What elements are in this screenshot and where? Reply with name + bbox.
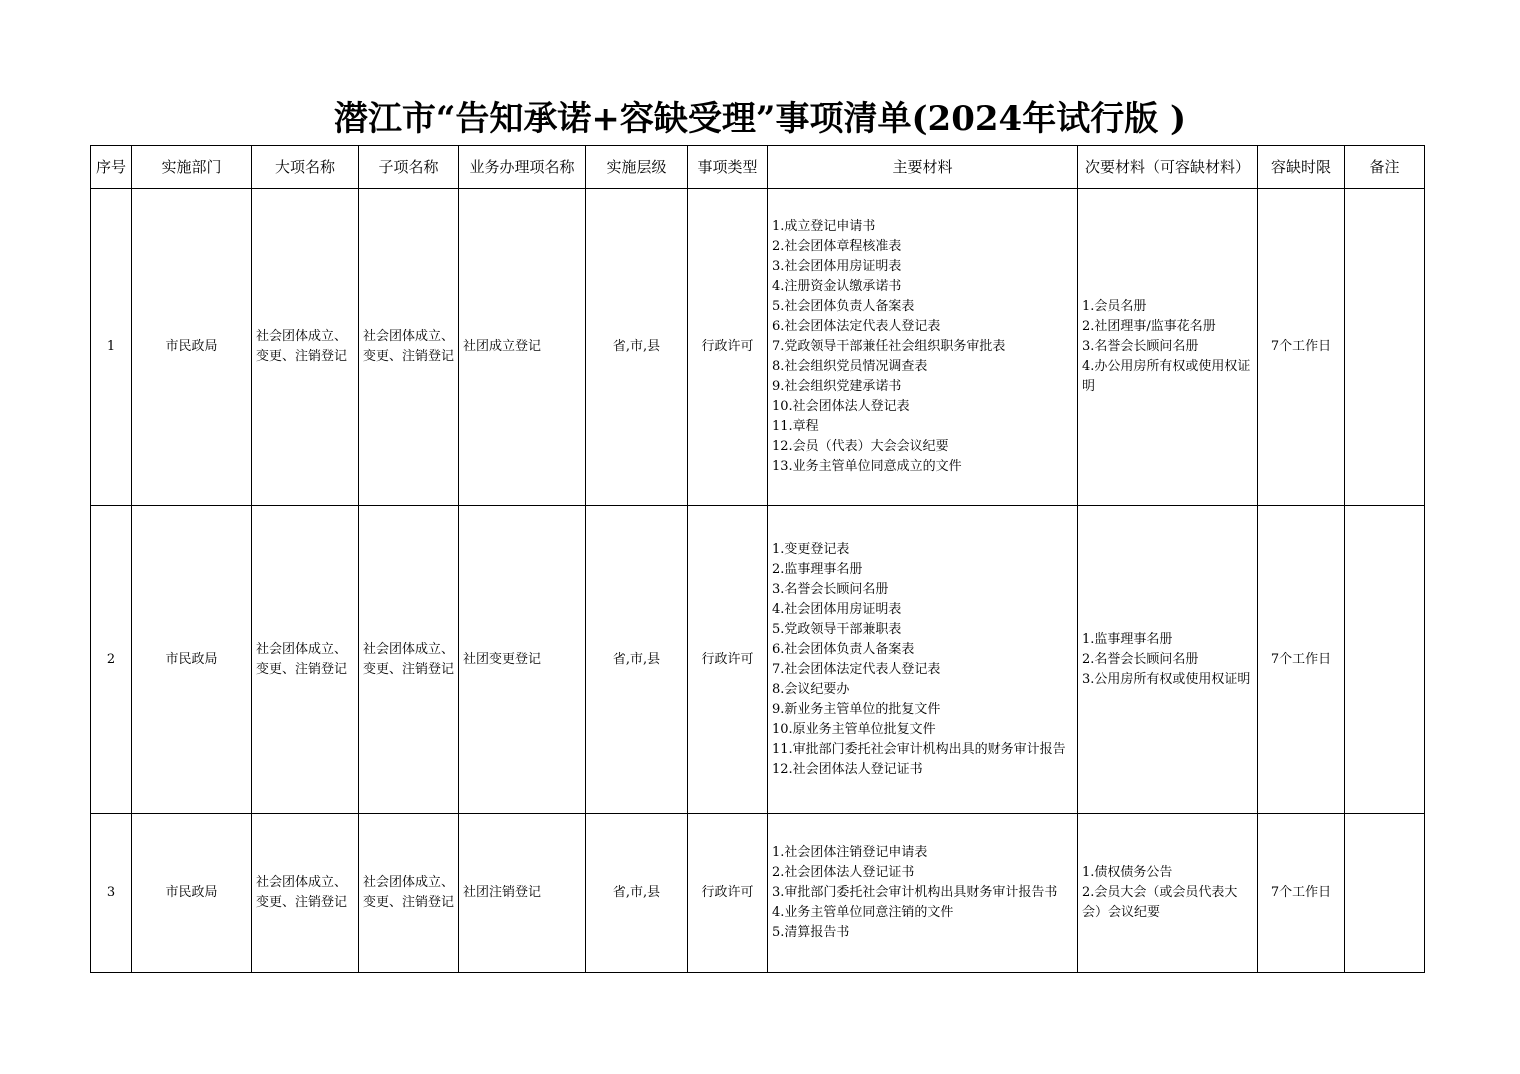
- page-title: 潜江市“告知承诺+容缺受理”事项清单(2024年试行版 ): [333, 99, 1187, 139]
- list-item: 12.社会团体法人登记证书: [772, 761, 923, 777]
- cell-time-limit: 7个工作日: [1258, 189, 1345, 506]
- header-dept: 实施部门: [132, 146, 252, 189]
- list-item: 1.成立登记申请书: [772, 219, 876, 234]
- cell-item-type: 行政许可: [688, 506, 768, 814]
- cell-time-limit: 7个工作日: [1258, 814, 1345, 973]
- list-item: 3.审批部门委托社会审计机构出具财务审计报告书: [772, 885, 1058, 900]
- cell-sub-item: 社会团体成立、变更、注销登记: [359, 506, 459, 814]
- list-item: 7.党政领导干部兼任社会组织职务审批表: [772, 339, 1006, 354]
- list-item: 2.社团理事/监事花名册: [1082, 319, 1216, 334]
- cell-level: 省,市,县: [586, 814, 688, 973]
- header-remarks: 备注: [1345, 146, 1425, 189]
- header-major-item: 大项名称: [252, 146, 359, 189]
- header-item-type: 事项类型: [688, 146, 768, 189]
- table-row: [91, 506, 1425, 814]
- cell-seq: 3: [91, 814, 132, 973]
- list-item: 3.公用房所有权或使用权证明: [1082, 671, 1251, 687]
- header-main-materials: 主要材料: [768, 146, 1078, 189]
- list-item: 12.会员（代表）大会会议纪要: [772, 439, 949, 454]
- table-body: [91, 189, 1425, 973]
- cell-major-item: 社会团体成立、变更、注销登记: [252, 506, 359, 814]
- list-item: 4.办公用房所有权或使用权证明: [1082, 359, 1251, 394]
- table-header-row: [91, 146, 1425, 189]
- header-business-item: 业务办理项名称: [459, 146, 586, 189]
- list-item: 11.审批部门委托社会审计机构出具的财务审计报告: [772, 741, 1066, 757]
- list-item: 8.社会组织党员情况调查表: [772, 359, 928, 374]
- cell-sub-item: 社会团体成立、变更、注销登记: [359, 814, 459, 973]
- cell-business-item: 社团注销登记: [459, 814, 586, 973]
- cell-sub-item: 社会团体成立、变更、注销登记: [359, 189, 459, 506]
- header-seq: 序号: [91, 146, 132, 189]
- list-item: 9.新业务主管单位的批复文件: [772, 701, 941, 717]
- cell-time-limit: 7个工作日: [1258, 506, 1345, 814]
- list-item: 1.变更登记表: [772, 541, 850, 557]
- cell-item-type: 行政许可: [688, 814, 768, 973]
- cell-major-item: 社会团体成立、变更、注销登记: [252, 814, 359, 973]
- cell-remarks: [1345, 506, 1425, 814]
- cell-level: 省,市,县: [586, 189, 688, 506]
- header-time-limit: 容缺时限: [1258, 146, 1345, 189]
- list-item: 4.业务主管单位同意注销的文件: [772, 905, 954, 920]
- cell-secondary-materials: [1078, 506, 1258, 814]
- list-item: 2.社会团体章程核准表: [772, 239, 902, 254]
- list-item: 2.社会团体法人登记证书: [772, 865, 915, 880]
- list-item: 10.原业务主管单位批复文件: [772, 721, 936, 737]
- cell-main-materials: [768, 506, 1078, 814]
- list-item: 4.社会团体用房证明表: [772, 601, 902, 617]
- cell-item-type: 行政许可: [688, 189, 768, 506]
- list-item: 2.监事理事名册: [772, 561, 863, 577]
- list-item: 1.债权债务公告: [1082, 865, 1173, 880]
- cell-dept: 市民政局: [132, 814, 252, 973]
- list-item: 5.社会团体负责人备案表: [772, 299, 915, 314]
- cell-main-materials: [768, 814, 1078, 973]
- list-item: 2.名誉会长顾问名册: [1082, 651, 1199, 667]
- cell-remarks: [1345, 814, 1425, 973]
- cell-secondary-materials: [1078, 814, 1258, 973]
- list-item: 3.名誉会长顾问名册: [772, 581, 889, 597]
- cell-seq: 1: [91, 189, 132, 506]
- cell-secondary-materials: [1078, 189, 1258, 506]
- list-item: 1.社会团体注销登记申请表: [772, 845, 928, 860]
- cell-seq: 2: [91, 506, 132, 814]
- list-item: 7.社会团体法定代表人登记表: [772, 661, 941, 677]
- list-item: 4.注册资金认缴承诺书: [772, 279, 902, 294]
- cell-dept: 市民政局: [132, 189, 252, 506]
- header-sub-item: 子项名称: [359, 146, 459, 189]
- list-item: 6.社会团体法定代表人登记表: [772, 319, 941, 334]
- cell-level: 省,市,县: [586, 506, 688, 814]
- items-table: [90, 145, 1425, 973]
- list-item: 9.社会组织党建承诺书: [772, 379, 902, 394]
- cell-main-materials: [768, 189, 1078, 506]
- list-item: 1.会员名册: [1082, 299, 1147, 314]
- list-item: 11.章程: [772, 419, 819, 434]
- list-item: 1.监事理事名册: [1082, 631, 1173, 647]
- table-row: [91, 189, 1425, 506]
- list-item: 13.业务主管单位同意成立的文件: [772, 459, 962, 474]
- cell-dept: 市民政局: [132, 506, 252, 814]
- table-row: [91, 814, 1425, 973]
- header-secondary-materials: 次要材料（可容缺材料）: [1078, 146, 1258, 189]
- cell-major-item: 社会团体成立、变更、注销登记: [252, 189, 359, 506]
- list-item: 3.名誉会长顾问名册: [1082, 339, 1199, 354]
- list-item: 5.清算报告书: [772, 925, 850, 940]
- cell-business-item: 社团成立登记: [459, 189, 586, 506]
- list-item: 10.社会团体法人登记表: [772, 399, 910, 414]
- cell-remarks: [1345, 189, 1425, 506]
- header-level: 实施层级: [586, 146, 688, 189]
- cell-business-item: 社团变更登记: [459, 506, 586, 814]
- list-item: 6.社会团体负责人备案表: [772, 641, 915, 657]
- list-item: 5.党政领导干部兼职表: [772, 621, 902, 637]
- list-item: 3.社会团体用房证明表: [772, 259, 902, 274]
- list-item: 2.会员大会（或会员代表大会）会议纪要: [1082, 885, 1238, 920]
- list-item: 8.会议纪要办: [772, 681, 850, 697]
